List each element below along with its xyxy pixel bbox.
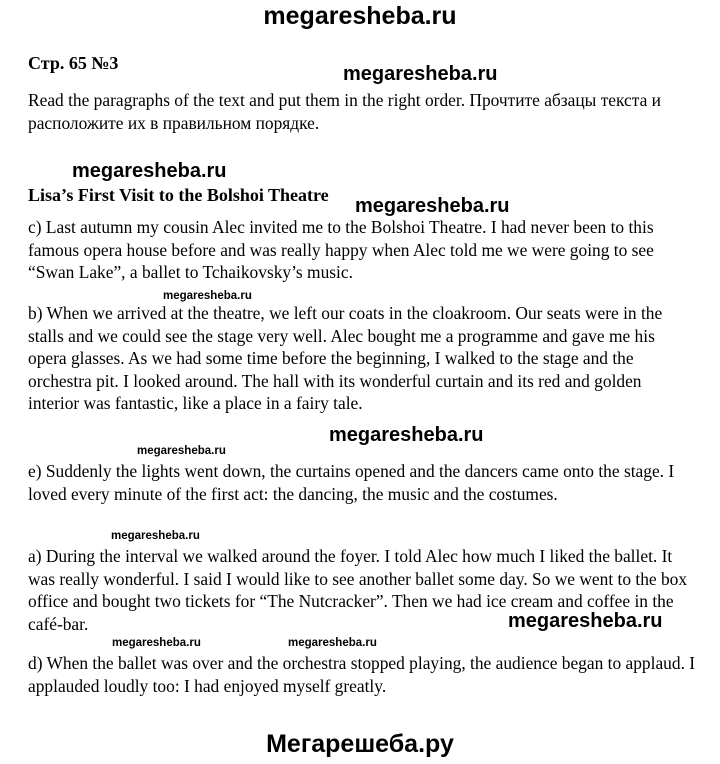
text-title: Lisa’s First Visit to the Bolshoi Theatre — [28, 185, 329, 205]
exercise-label: Стр. 65 №3 — [28, 53, 119, 73]
watermark-overlay: megaresheba.ru — [288, 637, 377, 649]
watermark-overlay: megaresheba.ru — [508, 610, 663, 632]
watermark-overlay: megaresheba.ru — [72, 160, 227, 182]
paragraph-d: d) When the ballet was over and the orchestra stopped playing, the audience began to applaud. I applauded loudly too: I had enjoyed myself greatly. — [28, 653, 696, 696]
watermark-header: megaresheba.ru — [263, 2, 457, 30]
watermark-overlay: megaresheba.ru — [112, 637, 201, 649]
watermark-overlay: megaresheba.ru — [329, 424, 484, 446]
paragraph-a: a) During the interval we walked around the foyer. I told Alec how much I liked the ballet. It was really wonderful. I said I would like to see another ballet some day. So we went to the box office and bought two tickets for “The Nutcracker”. Then we had ice cream and coffee in the café-bar. — [28, 546, 688, 634]
exercise-instructions: Read the paragraphs of the text and put them in the right order. Прочтите абзацы текста и расположите их в правильном порядке. — [28, 90, 661, 133]
paragraph-b: b) When we arrived at the theatre, we left our coats in the cloakroom. Our seats were in the stalls and we could see the stage very well. Alec bought me a programme and gave me his opera glasses. As we had some time before the beginning, I walked to the stage and the orchestra pit. I looked around. The hall with its wonderful curtain and its red and golden interior was fantastic, like a place in a fairy tale. — [28, 303, 663, 413]
paragraph-c: c) Last autumn my cousin Alec invited me to the Bolshoi Theatre. I had never been to this famous opera house before and was really happy when Alec told me we were going to see “Swan Lake”, a ballet to Tchaikovsky’s music. — [28, 217, 654, 282]
watermark-overlay: megaresheba.ru — [355, 195, 510, 217]
watermark-overlay: megaresheba.ru — [163, 290, 252, 302]
paragraph-e: e) Suddenly the lights went down, the curtains opened and the dancers came onto the stage. I loved every minute of the first act: the dancing, the music and the costumes. — [28, 461, 675, 504]
watermark-footer: Мегарешеба.ру — [266, 730, 454, 758]
watermark-overlay: megaresheba.ru — [137, 445, 226, 457]
watermark-overlay: megaresheba.ru — [111, 530, 200, 542]
watermark-overlay: megaresheba.ru — [343, 63, 498, 85]
